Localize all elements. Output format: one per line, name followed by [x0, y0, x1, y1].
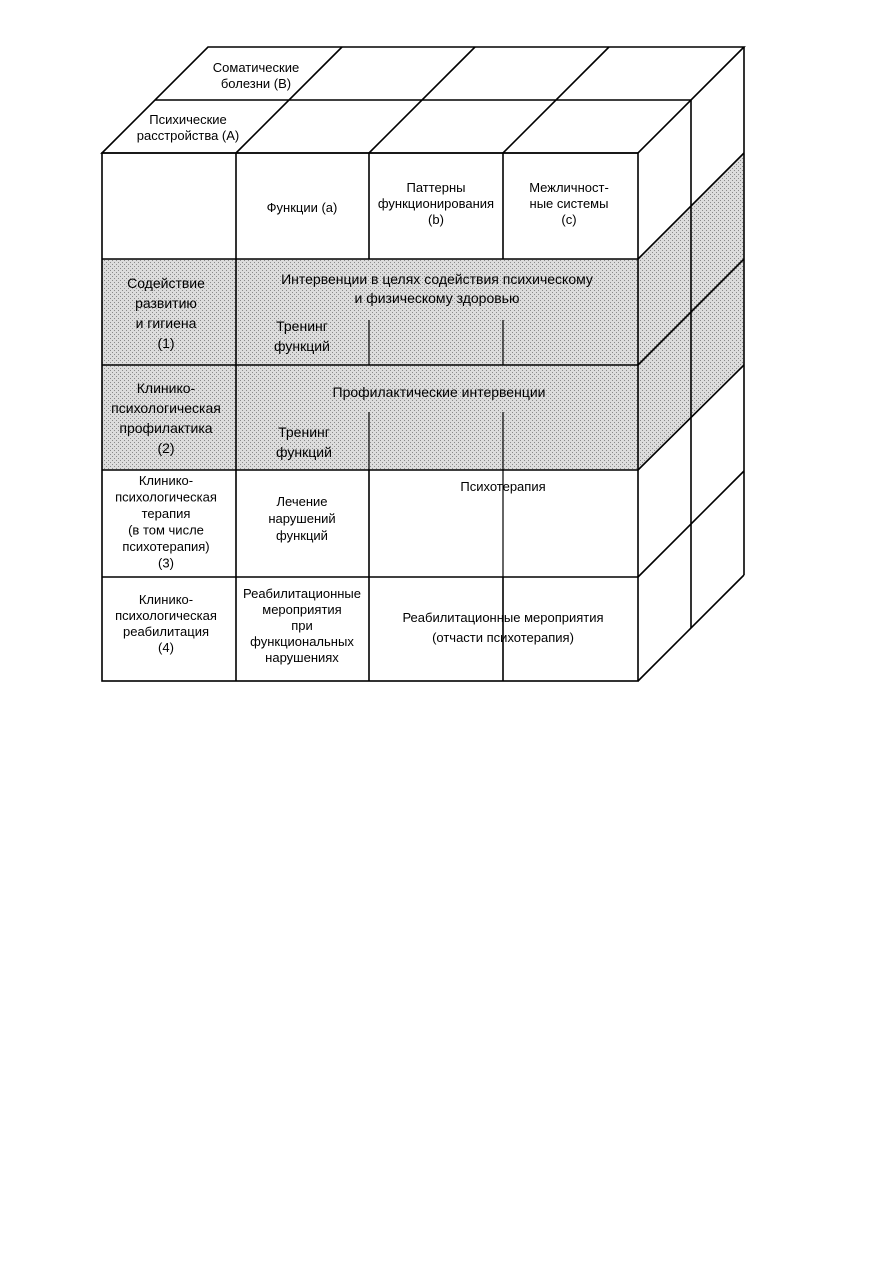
row-header-1: Содействие развитию и гигиена (1): [127, 275, 205, 351]
depth-layer-label-b: Соматические болезни (B): [212, 60, 300, 91]
column-header-b: Паттерны функционирования (b): [377, 180, 495, 227]
depth-layer-label-a: Психические расстройства (А): [136, 112, 240, 143]
cell-r2-a: Тренинг функций: [276, 424, 332, 460]
column-header-c: Межличност-ные системы (с): [529, 180, 609, 227]
row-header-4: Клинико-психологическая реабилитация (4): [115, 592, 217, 655]
cell-r3-a: Лечение нарушений функций: [268, 494, 336, 543]
row-header-2: Клинико-психологическая профилактика (2): [111, 380, 221, 456]
column-header-a: Функции (а): [266, 200, 338, 215]
cell-r3-bc: Психотерапия: [460, 479, 546, 494]
row-header-3: Клинико-психологическая терапия (в том числе психотерапия) (3): [115, 473, 217, 571]
cell-r1-a: Тренинг функций: [274, 318, 330, 354]
cell-r4-a: Реабилитационные мероприятия при функциональных нарушениях: [242, 586, 362, 665]
cell-r1-span: Интервенции в целях содействия психическому и физическому здоровью: [281, 271, 593, 306]
cell-r4-bc: Реабилитационные мероприятия (отчасти психотерапия): [402, 610, 604, 645]
cell-r2-span: Профилактические интервенции: [332, 384, 546, 400]
